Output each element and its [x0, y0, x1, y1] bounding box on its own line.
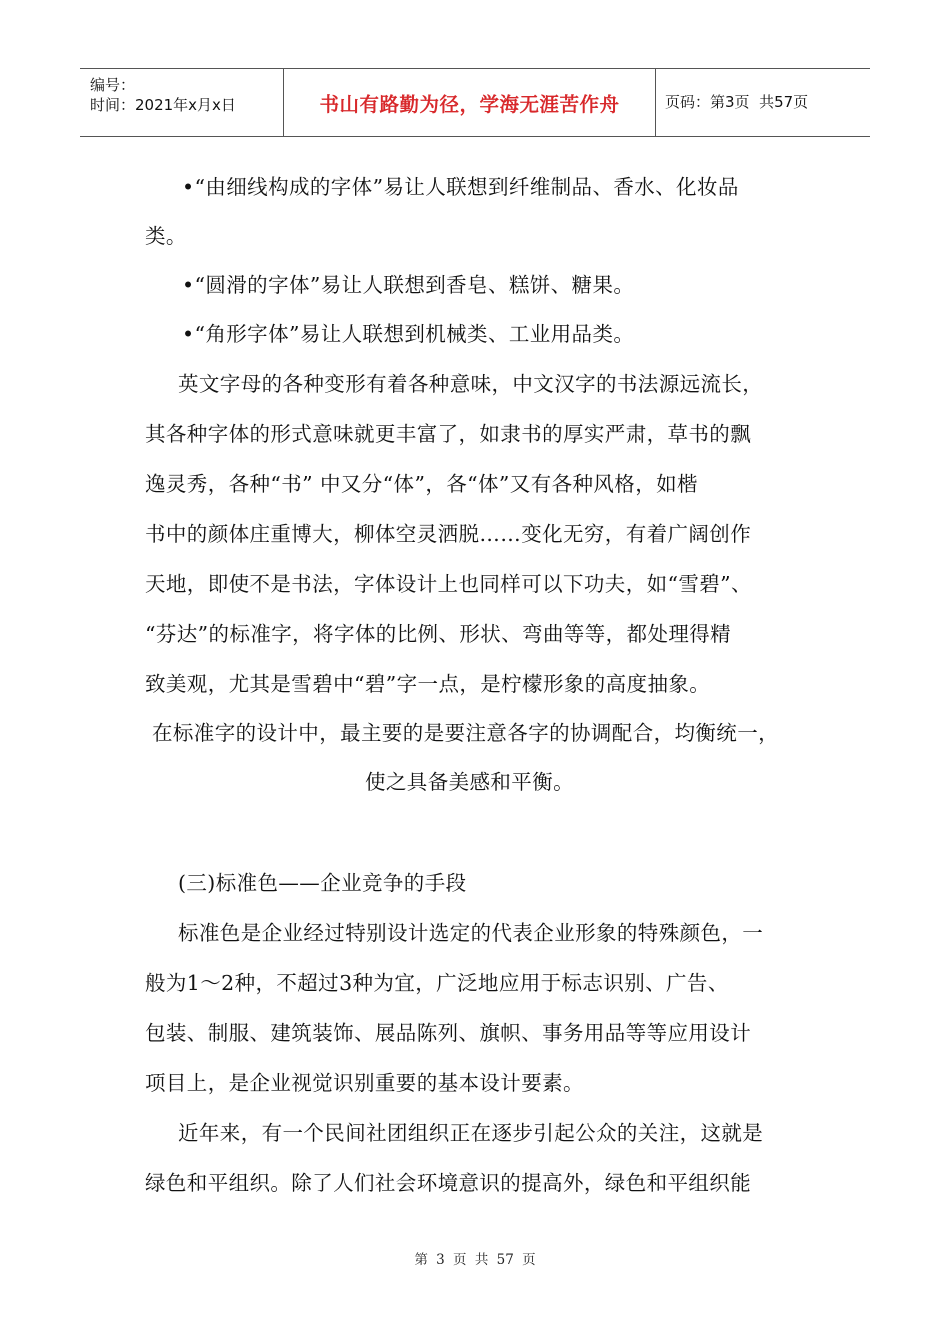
body-line: 近年来，有一个民间社团组织正在逐步引起公众的关注，这就是: [178, 1121, 764, 1145]
section-heading: (三)标准色——企业竞争的手段: [178, 871, 467, 895]
body-line: 致美观，尤其是雪碧中“碧”字一点，是柠檬形象的高度抽象。: [145, 672, 711, 696]
time-label: 时间：2021年x月x日: [90, 96, 236, 114]
header-page-info: 页码：第3页 共57页: [665, 93, 809, 111]
body-line: “芬达”的标准字，将字体的比例、形状、弯曲等等，都处理得精: [145, 622, 732, 646]
header-motto: 书山有路勤为径，学海无涯苦作舟: [319, 92, 620, 116]
body-line: 绿色和平组织。除了人们社会环境意识的提高外，绿色和平组织能: [145, 1171, 752, 1195]
body-line: 使之具备美感和平衡。: [365, 770, 574, 794]
body-line: 标准色是企业经过特别设计选定的代表企业形象的特殊颜色，一: [178, 921, 764, 945]
body-line: 天地，即使不是书法，字体设计上也同样可以下功夫，如“雪碧”、: [145, 572, 752, 596]
header-meta: [90, 75, 236, 115]
body-line: 英文字母的各种变形有着各种意味，中文汉字的书法源远流长，: [178, 372, 764, 396]
body-line: 其各种字体的形式意味就更丰富了，如隶书的厚实严肃，草书的飘: [145, 422, 752, 446]
body-line: 项目上，是企业视觉识别重要的基本设计要素。: [145, 1071, 584, 1095]
page-footer: 第 3 页 共 57 页: [414, 1252, 536, 1268]
body-line: 包装、制服、建筑装饰、展品陈列、旗帜、事务用品等等应用设计: [145, 1021, 752, 1045]
header-divider: [655, 69, 656, 136]
body-line: •“由细线构成的字体”易让人联想到纤维制品、香水、化妆品: [182, 175, 739, 199]
body-line: 般为1～2种，不超过3种为宜，广泛地应用于标志识别、广告、: [145, 971, 729, 995]
number-label: 编号：: [90, 76, 136, 94]
body-line: 在标准字的设计中，最主要的是要注意各字的协调配合，均衡统一，: [152, 721, 779, 745]
body-line: 逸灵秀，各种“书” 中又分“体”，各“体”又有各种风格，如楷: [145, 472, 698, 496]
body-line: •“角形字体”易让人联想到机械类、工业用品类。: [182, 322, 635, 346]
body-line: •“圆滑的字体”易让人联想到香皂、糕饼、糖果。: [182, 273, 635, 297]
page-header: [80, 68, 870, 137]
body-line: 书中的颜体庄重博大，柳体空灵洒脱……变化无穷，有着广阔创作: [145, 522, 752, 546]
body-line: 类。: [145, 224, 187, 248]
